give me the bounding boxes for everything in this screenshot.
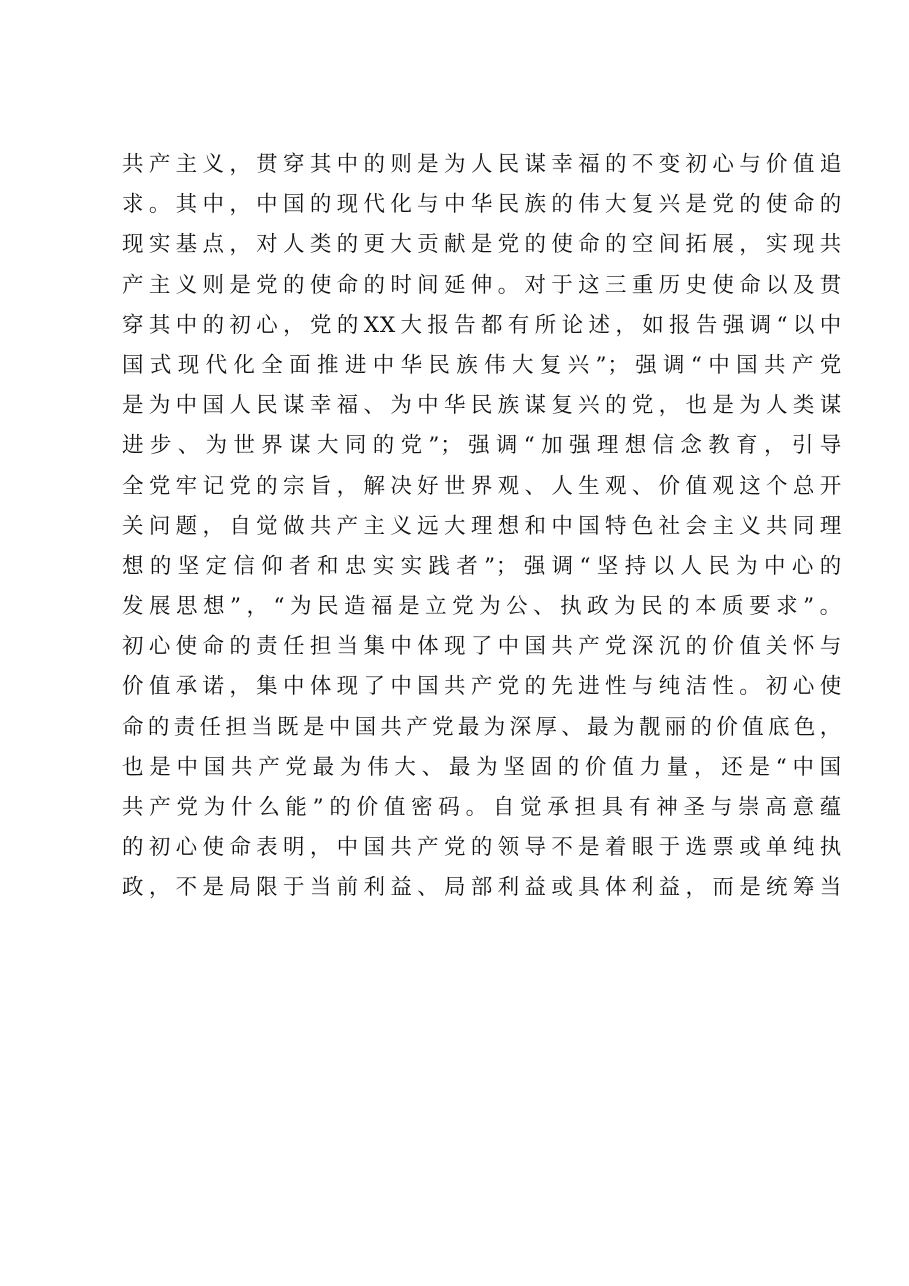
- text-line: 也是中国共产党最为伟大、最为坚固的价值力量，还是“中国: [122, 754, 842, 780]
- body-paragraph: [122, 145, 842, 909]
- text-line: 想的坚定信仰者和忠实实践者”；强调“坚持以人民为中心的: [122, 553, 842, 579]
- text-line: 全党牢记党的宗旨，解决好世界观、人生观、价值观这个总开: [122, 473, 842, 499]
- text-line: 求。其中，中国的现代化与中华民族的伟大复兴是党的使命的: [122, 192, 842, 218]
- text-line: 的初心使命表明，中国共产党的领导不是着眼于选票或单纯执: [122, 835, 842, 861]
- text-line: 进步、为世界谋大同的党”；强调“加强理想信念教育，引导: [122, 433, 842, 459]
- text-line: 国式现代化全面推进中华民族伟大复兴”；强调“中国共产党: [122, 352, 842, 378]
- text-line: 初心使命的责任担当集中体现了中国共产党深沉的价值关怀与: [122, 634, 842, 660]
- text-line: 关问题，自觉做共产主义远大理想和中国特色社会主义共同理: [122, 513, 842, 539]
- text-line: 政，不是局限于当前利益、局部利益或具体利益，而是统筹当: [122, 875, 842, 901]
- text-line: 共产党为什么能”的价值密码。自觉承担具有神圣与崇高意蕴: [122, 795, 842, 820]
- text-line: 共产主义，贯穿其中的则是为人民谋幸福的不变初心与价值追: [122, 152, 842, 177]
- text-line: 发展思想”，“为民造福是立党为公、执政为民的本质要求”。: [122, 594, 842, 620]
- text-line: 是为中国人民谋幸福、为中华民族谋复兴的党，也是为人类谋: [122, 393, 842, 419]
- text-line: 价值承诺，集中体现了中国共产党的先进性与纯洁性。初心使: [122, 674, 842, 700]
- text-line: 穿其中的初心，党的XX大报告都有所论述，如报告强调“以中: [122, 312, 842, 338]
- text-line: 命的责任担当既是中国共产党最为深厚、最为靓丽的价值底色，: [122, 714, 842, 740]
- text-line: 产主义则是党的使命的时间延伸。对于这三重历史使命以及贯: [122, 272, 842, 298]
- text-line: 现实基点，对人类的更大贡献是党的使命的空间拓展，实现共: [122, 232, 842, 258]
